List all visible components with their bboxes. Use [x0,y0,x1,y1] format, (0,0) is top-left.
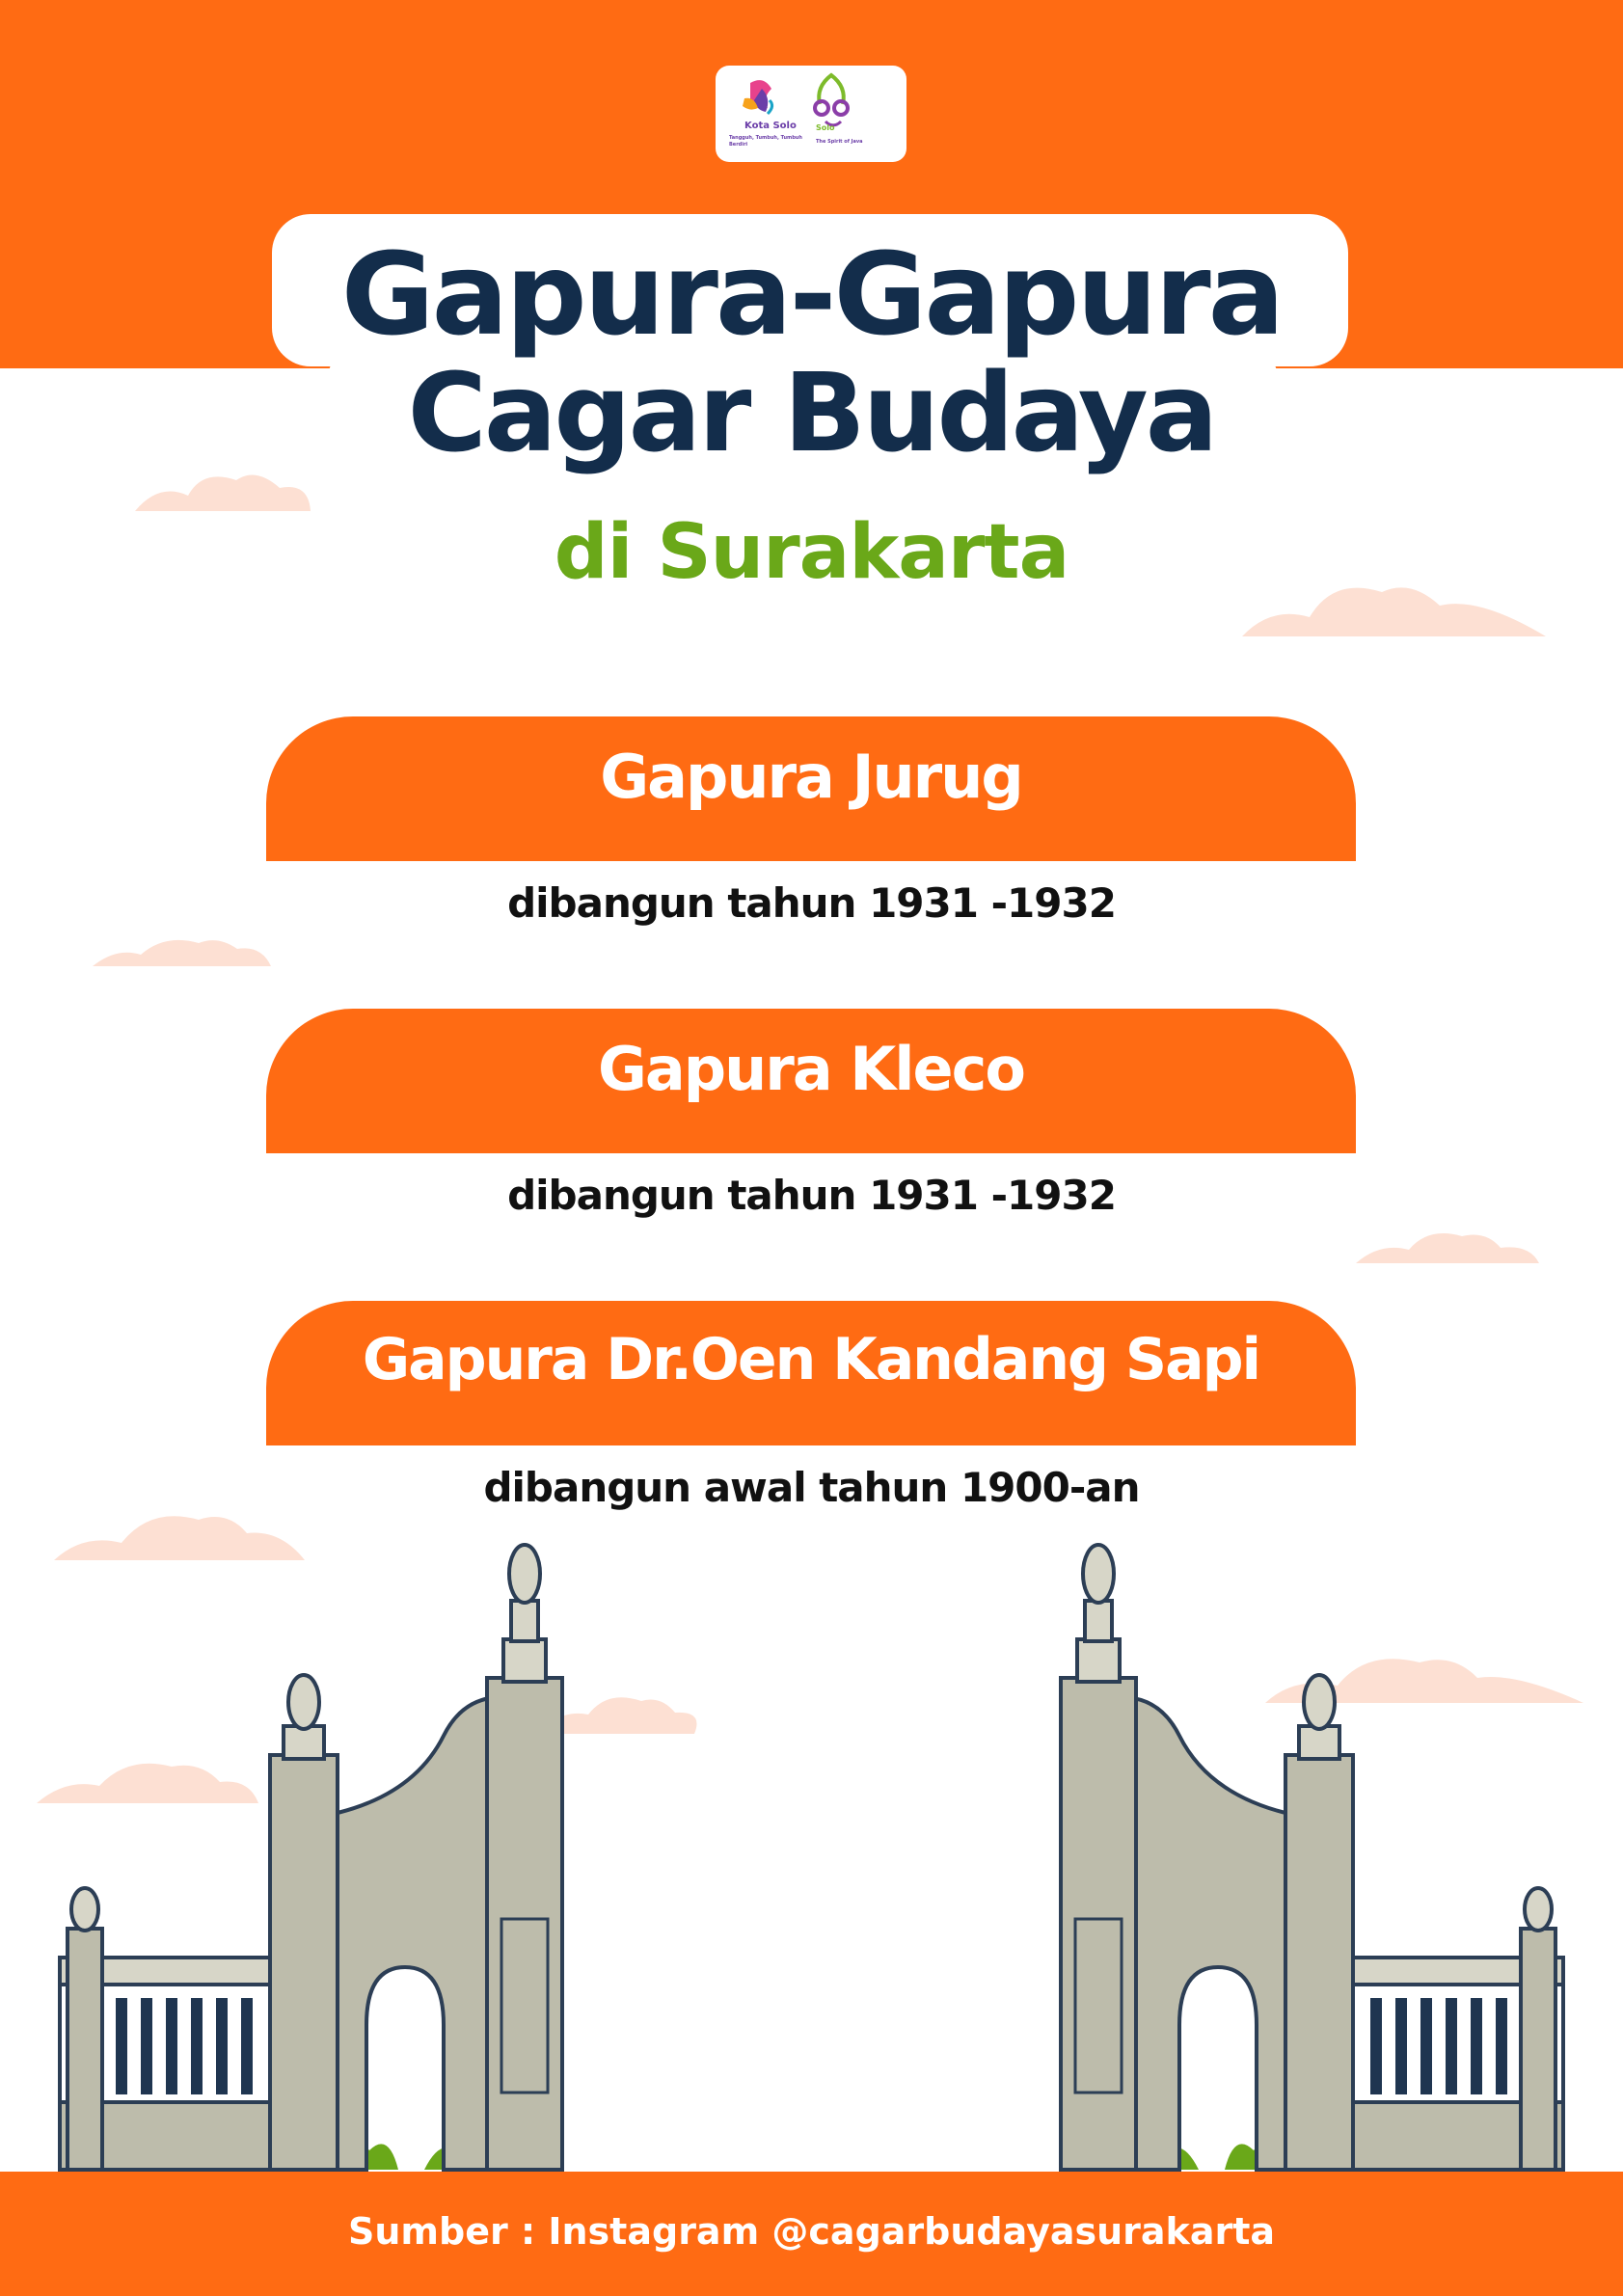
gate-illustration-right [1061,1545,1565,2170]
page-title-line-1: Gapura-Gapura [340,228,1283,361]
gate-illustration-left [58,1545,562,2170]
gate-built-date: dibangun tahun 1931 -1932 [507,879,1116,927]
footer-band [0,2172,1623,2296]
page-subtitle: di Surakarta [554,509,1069,596]
page-title-line-2: Cagar Budaya [407,351,1216,476]
gate-built-date: dibangun tahun 1931 -1932 [507,1172,1116,1219]
kota-solo-name: Kota Solo [744,121,797,131]
gate-name: Gapura Dr.Oen Kandang Sapi [362,1326,1260,1393]
kota-solo-tagline: Tangguh, Tumbuh, Tumbuh Berdiri [729,135,802,148]
gate-name: Gapura Jurug [600,742,1022,812]
source-credit: Sumber : Instagram @cagarbudayasurakarta [347,2210,1276,2253]
gate-name: Gapura Kleco [598,1034,1024,1104]
gate-built-date: dibangun awal tahun 1900-an [483,1464,1140,1511]
solo-name: Solo [816,123,835,132]
solo-tagline: The Spirit of Java [816,139,863,145]
